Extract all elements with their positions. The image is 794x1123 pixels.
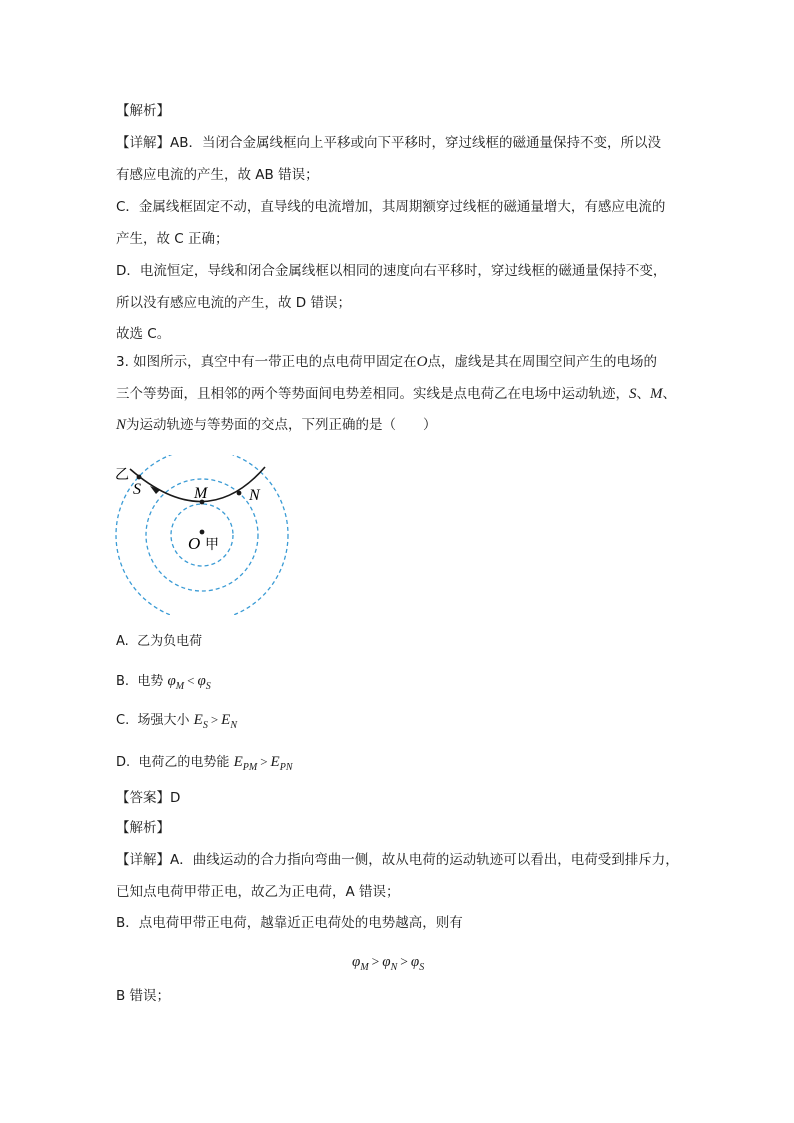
option-b-text: 电势: [137, 674, 164, 689]
question-text: 为运动轨迹与等势面的交点，下列正确的是（ ）: [126, 417, 437, 433]
formula-op-2: >: [400, 954, 408, 969]
option-a-text: 乙为负电荷: [137, 634, 203, 649]
point-n-dot: [237, 491, 242, 496]
question-text: 3. 如图所示，真空中有一带正电的点电荷甲固定在: [116, 354, 417, 370]
answer-value: D: [170, 790, 181, 806]
analysis-line: 产生，故 C 正确；: [116, 231, 229, 247]
analysis-line: 【详解】A．曲线运动的合力指向弯曲一侧，故从电荷的运动轨迹可以看出，电荷受到排斥力，: [116, 852, 679, 868]
potential-formula: [352, 952, 424, 978]
point-m-symbol: M: [650, 386, 663, 402]
label-s: S: [133, 481, 141, 498]
analysis-line: 已知点电荷甲带正电，故乙为正电荷，A 错误；: [116, 884, 400, 900]
separator: 、: [636, 386, 650, 402]
analysis-heading-1: 【解析】: [116, 103, 170, 119]
formula-term-a: $\varphi_M$: [352, 954, 369, 973]
inner-equipotential-circle: [171, 504, 233, 566]
formula-term-c: $\varphi_S$: [410, 954, 425, 973]
answer-line: [116, 788, 180, 808]
point-o-dot: [200, 530, 205, 535]
analysis-line: B 错误；: [116, 988, 171, 1004]
analysis-line: 有感应电流的产生，故 AB 错误；: [116, 167, 319, 183]
option-d-text: 电荷乙的电势能: [138, 755, 230, 770]
option-b: [116, 671, 211, 697]
separator: 、: [662, 386, 676, 402]
equipotential-figure: [110, 455, 300, 615]
label-yi: 乙: [115, 467, 129, 483]
question-line-1: [116, 352, 657, 372]
option-c-rhs: $E_N$: [221, 712, 237, 731]
label-o: O: [188, 534, 201, 553]
analysis-line: D．电流恒定，导线和闭合金属线框以相同的速度向右平移时，穿过线框的磁通量保持不变，: [116, 263, 667, 279]
option-d-rhs: $E_{PN}$: [270, 754, 293, 773]
option-c: [116, 710, 237, 736]
option-d-lhs: $E_{PM}$: [233, 754, 258, 773]
point-n-symbol: N: [116, 417, 127, 433]
label-n: N: [249, 487, 260, 504]
point-s-dot: [137, 475, 142, 480]
option-a-prefix: A.: [116, 634, 129, 649]
formula-op-1: >: [371, 954, 380, 969]
question-text: 点，虚线是其在周围空间产生的电场的: [427, 354, 658, 370]
option-d-prefix: D.: [116, 755, 131, 770]
analysis-line: 【详解】AB．当闭合金属线框向上平移或向下平移时，穿过线框的磁通量保持不变，所以没: [116, 135, 661, 151]
option-a: [116, 632, 202, 652]
analysis-line: 故选 C。: [116, 326, 171, 342]
question-line-2: [116, 384, 676, 404]
option-c-lhs: $E_S$: [193, 712, 208, 731]
point-s-symbol: S: [629, 386, 637, 402]
option-b-op: <: [187, 673, 195, 688]
option-c-prefix: C.: [116, 713, 130, 728]
question-text: 三个等势面，且相邻的两个等势面间电势差相同。实线是点电荷乙在电场中运动轨迹，: [116, 386, 629, 402]
point-o-symbol: O: [416, 354, 428, 370]
analysis-heading-2: 【解析】: [116, 820, 170, 836]
question-line-3: [116, 415, 437, 435]
option-b-rhs: $\varphi_S$: [197, 673, 211, 692]
analysis-line: 所以没有感应电流的产生，故 D 错误；: [116, 295, 351, 311]
option-c-text: 场强大小: [137, 713, 190, 728]
analysis-line: C．金属线框固定不动，直导线的电流增加，其周期额穿过线框的磁通量增大，有感应电流的: [116, 199, 666, 215]
option-b-lhs: $\varphi_M$: [167, 673, 185, 692]
option-d-op: >: [260, 754, 268, 769]
formula-term-b: $\varphi_N$: [382, 954, 398, 973]
label-jia: 甲: [205, 537, 219, 553]
option-d: [116, 752, 293, 778]
option-c-op: >: [210, 712, 219, 727]
analysis-line: B．点电荷甲带正电荷，越靠近正电荷处的电势越高，则有: [116, 915, 463, 931]
answer-label: 【答案】: [116, 790, 170, 806]
label-m: M: [194, 485, 208, 502]
option-b-prefix: B.: [116, 674, 130, 689]
